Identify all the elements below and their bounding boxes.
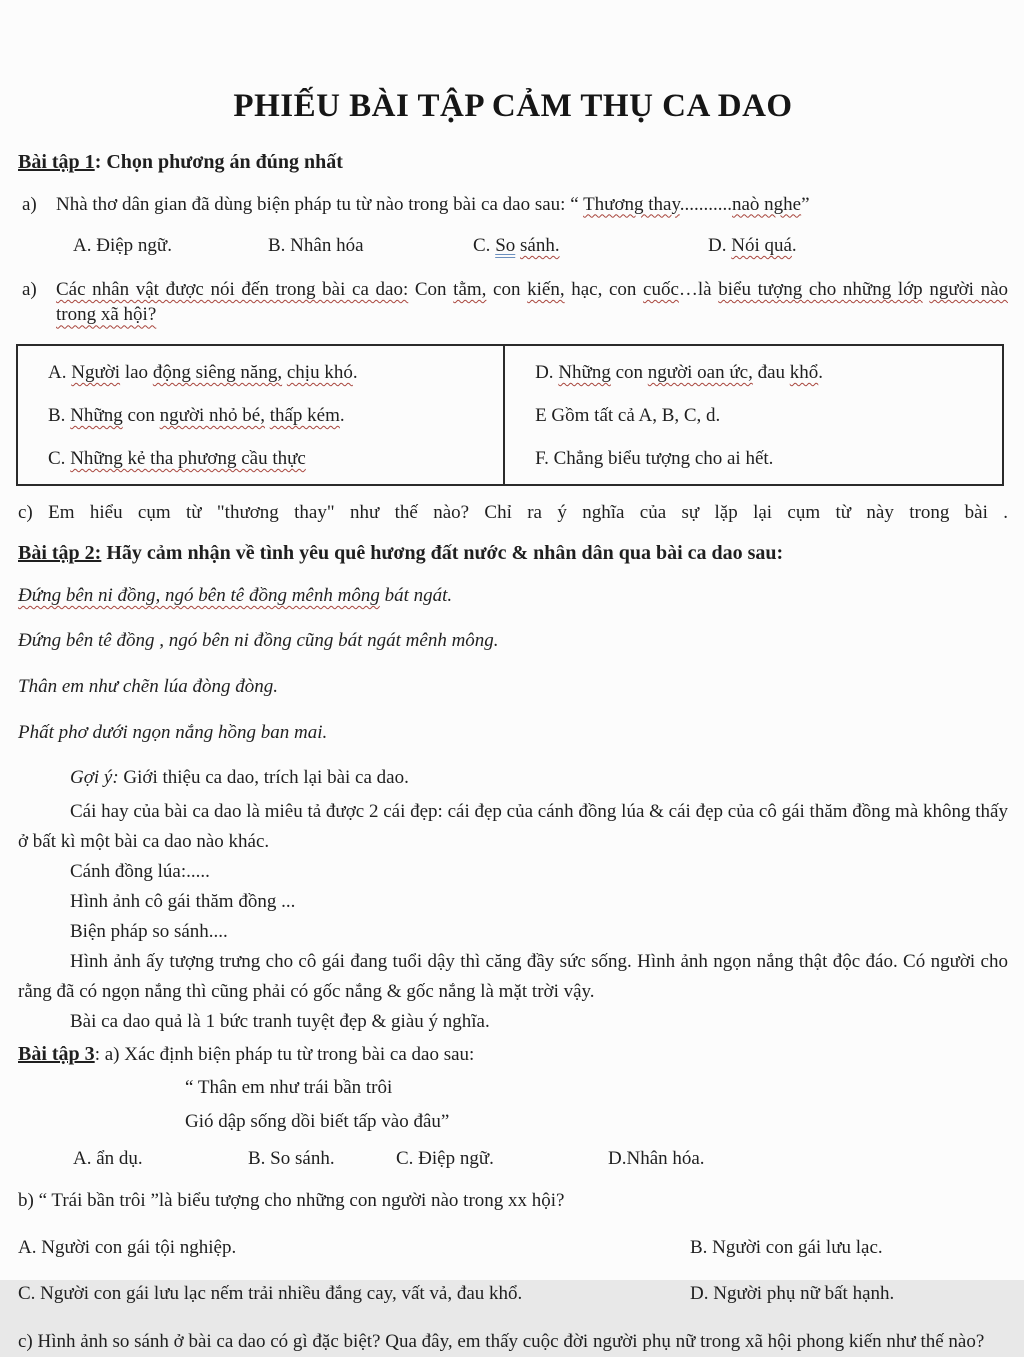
poem-line-2: Đứng bên tê đồng , ngó bên ni đồng cũng bát ngát mênh mông.	[18, 630, 499, 652]
option-3b-c: C. Người con gái lưu lạc nếm trải nhiều đắng cay, vất vả, đau khổ.	[18, 1282, 523, 1304]
page-title: PHIẾU BÀI TẬP CẢM THỤ CA DAO	[233, 88, 793, 124]
option-3b-b: B. Người con gái lưu lạc.	[690, 1237, 883, 1259]
analysis-paragraph-2: Hình ảnh ấy tượng trưng cho cô gái đang tuổi dậy thì căng đầy sức sống. Hình ảnh ngọn nắng thật độc đáo. Có người cho rằng đã có ngọn nắng thì cũng phải có gốc nắng & gốc nắng là mặt trời vậy.	[18, 950, 1008, 1002]
question-1b-text: Các nhân vật được nói đến trong bài ca dao: Con tằm, con kiến, hạc, con cuốc…là biểu tượng cho những lớp người nào trong xã hội?	[56, 278, 1008, 326]
exercise3-heading	[18, 1041, 1008, 1068]
option-1a-b: B. Nhân hóa	[268, 235, 364, 257]
option-1a-d: D. Nói quá.	[708, 235, 797, 257]
hint-label: Gợi ý:	[70, 767, 119, 789]
poem-line-4: Phất phơ dưới ngọn nắng hồng ban mai.	[18, 721, 328, 743]
poem-line-3: Thân em như chẽn lúa đòng đòng.	[18, 676, 278, 698]
option-3a-a: A. ẩn dụ.	[73, 1147, 143, 1169]
option-3a-d: D.Nhân hóa.	[608, 1147, 705, 1169]
question-1b	[18, 277, 1008, 328]
table-option-c: C. Những kẻ tha phương cầu thực	[48, 448, 306, 470]
option-3b-d: D. Người phụ nữ bất hạnh.	[690, 1282, 895, 1304]
fill-line-1: Cánh đồng lúa:.....	[70, 860, 210, 882]
exercise1-heading	[18, 149, 1008, 176]
fill-line-3: Biện pháp so sánh....	[70, 920, 228, 942]
exercise2-heading-label: Bài tập 2:	[18, 541, 102, 564]
question-1a	[18, 192, 1008, 218]
question-3b: b) “ Trái bần trôi ”là biểu tượng cho những con người nào trong xx hội?	[18, 1189, 565, 1211]
option-1a-a: A. Điệp ngữ.	[73, 235, 172, 257]
conclusion-line: Bài ca dao quả là 1 bức tranh tuyệt đẹp & giàu ý nghĩa.	[70, 1010, 490, 1032]
exercise1-heading-text: : Chọn phương án đúng nhất	[94, 150, 343, 173]
exercise3-heading-label: Bài tập 3	[18, 1042, 95, 1065]
question-1a-text: Nhà thơ dân gian đã dùng biện pháp tu từ nào trong bài ca dao sau: “ Thương thay...........naò nghe”	[56, 193, 810, 215]
options-row-1a	[18, 233, 1008, 259]
options-row-3b-cd	[18, 1281, 1008, 1307]
table-option-a: A. Người lao động siêng năng, chịu khó.	[48, 362, 358, 384]
answer-table-right-column	[505, 346, 1002, 484]
options-row-3a	[18, 1146, 1008, 1172]
answer-table	[16, 344, 1004, 486]
table-option-b: B. Những con người nhỏ bé, thấp kém.	[48, 405, 345, 427]
question-1a-marker: a)	[22, 193, 37, 215]
question-1b-marker: a)	[22, 278, 37, 300]
answer-table-left-column	[18, 346, 505, 484]
question-1c: c) Em hiểu cụm từ "thương thay" như thế nào? Chỉ ra ý nghĩa của sự lặp lại cụm từ này trong bài .	[18, 502, 1008, 524]
exercise2-heading	[18, 540, 1008, 567]
exercise2-heading-text: Hãy cảm nhận về tình yêu quê hương đất nước & nhân dân qua bài ca dao sau:	[101, 541, 784, 564]
options-row-3b-ab	[18, 1235, 1008, 1261]
option-3a-c: C. Điệp ngữ.	[396, 1147, 494, 1169]
quote-line-1: “ Thân em như trái bần trôi	[185, 1076, 393, 1098]
option-3b-a: A. Người con gái tội nghiệp.	[18, 1237, 237, 1259]
option-1a-c: C. So sánh.	[473, 235, 560, 257]
table-option-e: E Gồm tất cả A, B, C, d.	[535, 405, 721, 427]
hint-text: Giới thiệu ca dao, trích lại bài ca dao.	[118, 767, 409, 789]
analysis-paragraph-1: Cái hay của bài ca dao là miêu tả được 2 cái đẹp: cái đẹp của cánh đồng lúa & cái đẹp của cô gái thăm đồng mà không thấy ở bất kì một bài ca dao nào khác.	[18, 800, 1008, 852]
exercise1-heading-label: Bài tập 1	[18, 150, 95, 173]
exercise3-heading-text: : a) Xác định biện pháp tu từ trong bài ca dao sau:	[94, 1043, 475, 1065]
hint-line	[18, 765, 1008, 791]
fill-line-2: Hình ảnh cô gái thăm đồng ...	[70, 890, 296, 912]
option-3a-b: B. So sánh.	[248, 1147, 335, 1169]
table-option-f: F. Chẳng biểu tượng cho ai hết.	[535, 448, 774, 470]
quote-line-2: Gió dập sống dồi biết tấp vào đâu”	[185, 1110, 450, 1132]
question-3c: c) Hình ảnh so sánh ở bài ca dao có gì đặc biệt? Qua đây, em thấy cuộc đời người phụ nữ trong xã hội phong kiến như thế nào?	[18, 1330, 985, 1352]
poem-line-1: Đứng bên ni đồng, ngó bên tê đồng mênh mông bát ngát.	[18, 584, 453, 606]
table-option-d: D. Những con người oan ức, đau khổ.	[535, 362, 824, 384]
